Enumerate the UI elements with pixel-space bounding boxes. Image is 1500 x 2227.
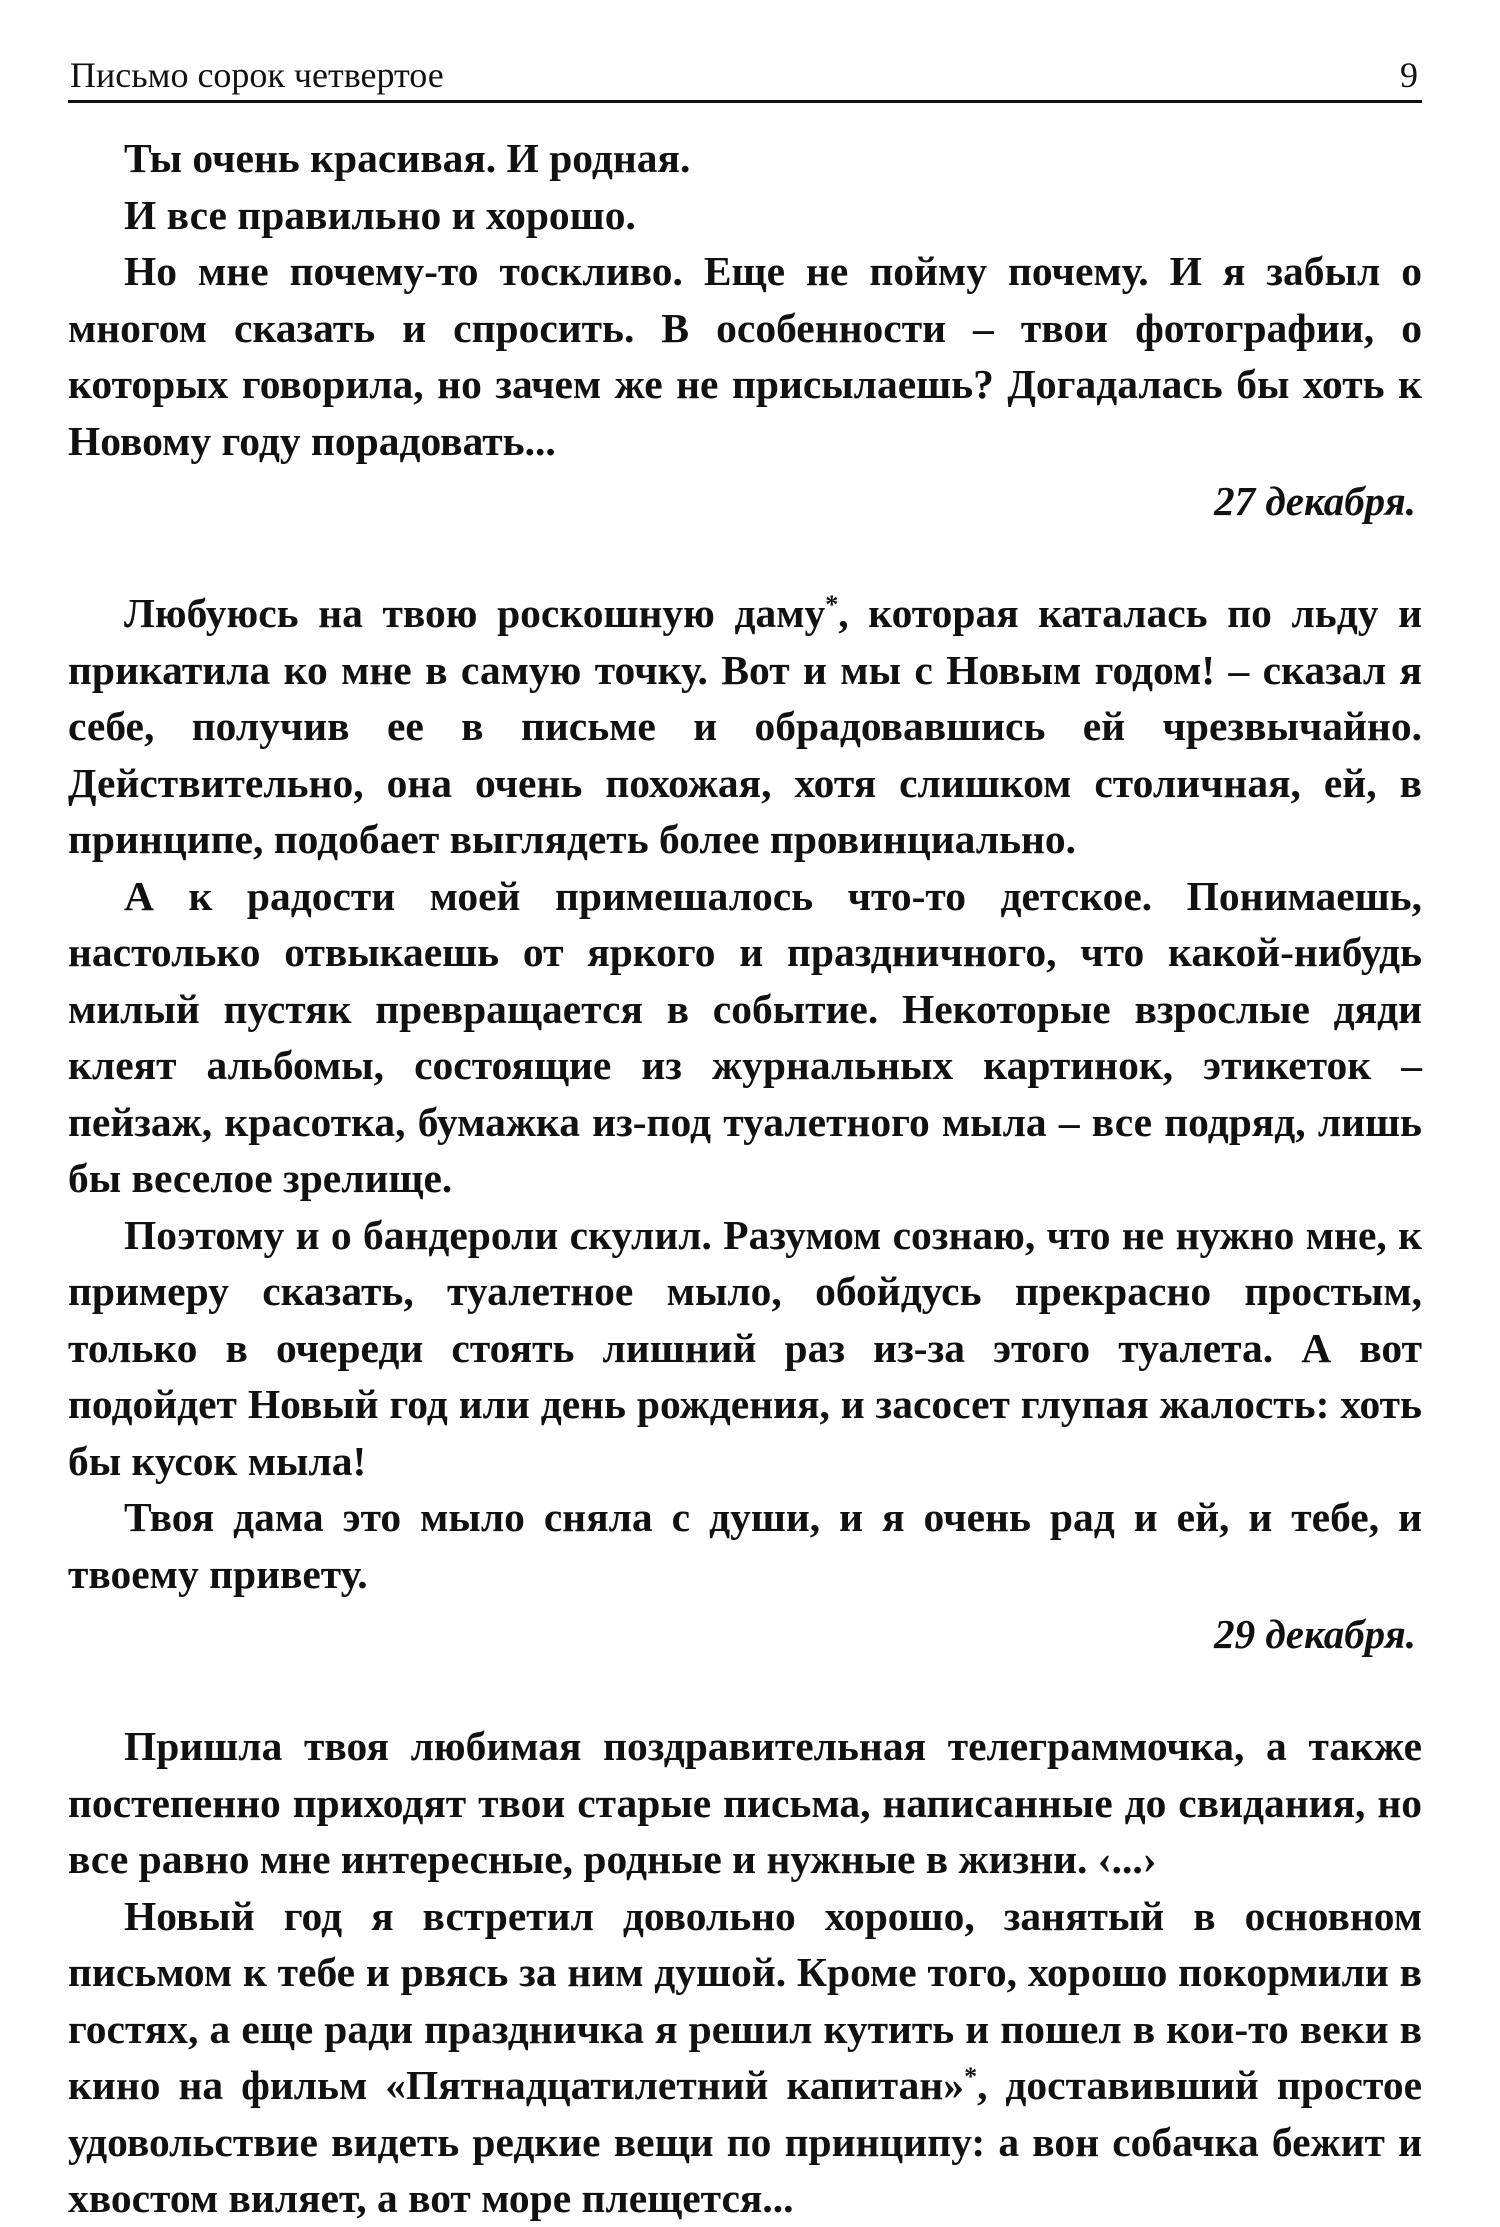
paragraph <box>68 1888 1422 2227</box>
paragraph-text: , которая каталась по льду и прикатила ко мне в самую точку. Вот и мы с Новым годом! – сказал я себе, получив ее в письме и обрадовавшись ей чрезвычайно. Действительно, она очень похожая, хотя слишком столичная, ей, в принципе, подобает выглядеть более провинциально. <box>68 590 1422 862</box>
paragraph-text: Новый год я встретил довольно хорошо, занятый в основном письмом к тебе и рвясь за ним душой. Кроме того, хорошо покормили в гостях, а еще ради праздничка я решил кутить и пошел в кои-то веки в кино на фильм «Пятнадцатилетний капитан» <box>68 1892 1422 2108</box>
paragraph-text: Любуюсь на твою роскошную даму <box>124 590 826 636</box>
section-gap <box>68 1662 1422 1718</box>
letter-date: 29 декабря. <box>1214 1611 1416 1657</box>
running-head <box>68 44 1422 103</box>
paragraph: Поэтому и о бандероли скулил. Разумом сознаю, что не нужно мне, к примеру сказать, туалетное мыло, обойдусь прекрасно простым, только в очереди стоять лишний раз из-за этого туалета. А вот подойдет Новый год или день рождения, и засосет глупая жалость: хоть бы кусок мыла! <box>68 1211 1422 1484</box>
section-gap <box>68 529 1422 585</box>
book-page <box>68 0 1422 2221</box>
footnote-mark: * <box>964 2062 978 2091</box>
paragraph: Пришла твоя любимая поздравительная телеграммочка, а также постепенно приходят твои старые письма, написанные до свидания, но все равно мне интересные, родные и нужные в жизни. ‹...› <box>68 1723 1422 1882</box>
paragraph-text: , доставивший простое удовольствие видеть редкие вещи по принципу: а вон собачка бежит и хвостом виляет, а вот море плещется... <box>68 2062 1422 2221</box>
paragraph: И все правильно и хорошо. <box>124 191 636 238</box>
page-number: 9 <box>1400 55 1418 95</box>
paragraph: А к радости моей примешалось что-то детское. Понимаешь, настолько отвыкаешь от яркого и праздничного, что какой-нибудь милый пустяк превращается в событие. Некоторые взрослые дяди клеят альбомы, состоящие из журнальных картинок, этикеток – пейзаж, красотка, бумажка из-под туалетного мыла – все подряд, лишь бы веселое зрелище. <box>68 872 1422 1201</box>
body-text <box>68 130 1422 2227</box>
paragraph: Ты очень красивая. И родная. <box>124 135 691 181</box>
letter-date: 27 декабря. <box>1214 478 1416 524</box>
paragraph: Но мне почему-то тоскливо. Еще не пойму почему. И я забыл о многом сказать и спросить. В особенности – твои фотографии, о которых говорила, но зачем же не присылаешь? Догадалась бы хоть к Новому году порадовать... <box>68 248 1422 464</box>
paragraph: Твоя дама это мыло сняла с души, и я очень рад и ей, и тебе, и твоему привету. <box>68 1494 1422 1597</box>
paragraph <box>68 585 1422 868</box>
running-title: Письмо сорок четвертое <box>70 55 444 95</box>
footnote-mark: * <box>825 590 839 619</box>
